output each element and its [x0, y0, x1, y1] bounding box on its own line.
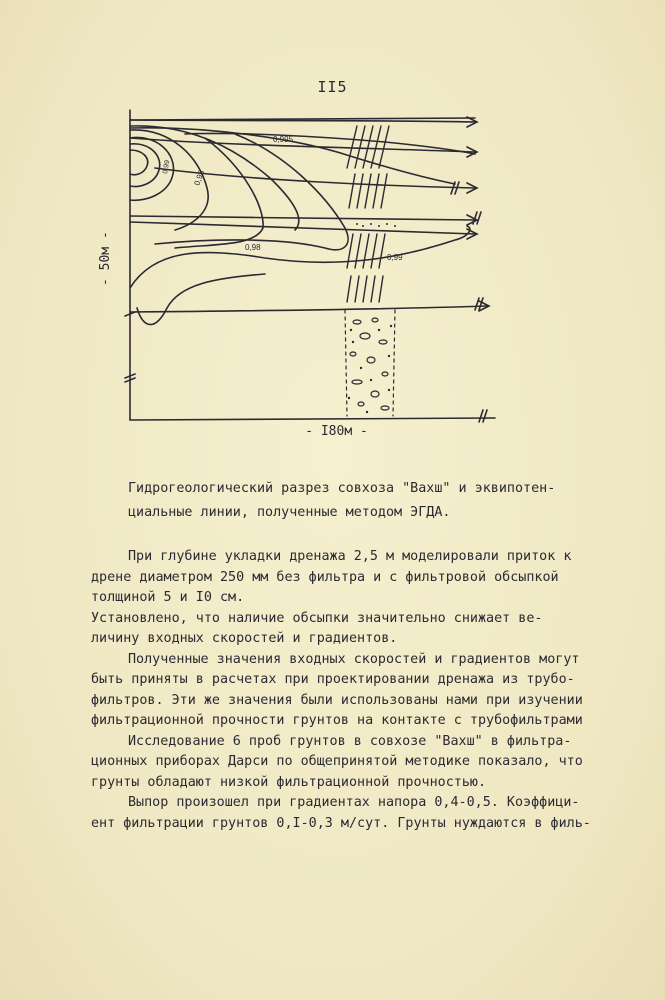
line-break-6 — [479, 298, 483, 310]
text-line: ционных приборах Дарси по общепринятой методике показало, что — [91, 754, 583, 769]
line-break-4 — [477, 212, 481, 224]
text-line: личину входных скоростей и градиентов. — [91, 631, 398, 646]
line-break-7 — [479, 410, 483, 422]
stratum-line-6 — [130, 306, 487, 312]
contour-label-2: 0,98 — [245, 243, 261, 252]
gravel-zone — [345, 310, 395, 416]
hydrogeological-section-figure — [95, 98, 515, 443]
contour-label-5: 0,99 — [162, 159, 172, 175]
line-break-8 — [483, 410, 487, 422]
body-text — [91, 547, 598, 834]
depth-axis-label: - 50м - — [98, 231, 113, 286]
bottom-axis — [130, 418, 495, 420]
text-line: Установлено, что наличие обсыпки значительно снижает ве- — [91, 610, 543, 626]
text-line: дрене диаметром 250 мм без фильтра и с фильтровой обсыпкой — [91, 569, 559, 585]
width-axis-label: - I80м - — [305, 424, 368, 439]
text-line: При глубине укладки дренажа 2,5 м моделировали приток к — [128, 549, 572, 564]
sand-band — [356, 223, 396, 227]
contour-label-3: 0,99 — [387, 253, 403, 262]
text-line: быть приняты в расчетах при проектировании дренажа из трубо- — [91, 672, 575, 687]
gravel-dots — [348, 325, 392, 413]
equipotential-1 — [130, 150, 148, 175]
equipotential-10 — [130, 226, 470, 288]
stratum-line-4 — [130, 216, 475, 220]
line-break-5 — [475, 298, 479, 310]
contour-label-4: 0,98 — [192, 168, 207, 187]
paragraph — [91, 650, 598, 732]
equipotential-11 — [137, 274, 265, 325]
contour-label-1: 0,995 — [273, 135, 294, 144]
figure-caption — [128, 477, 598, 525]
stratum-line-1 — [130, 120, 475, 122]
text-line: толщиной 5 и I0 см. — [91, 590, 245, 605]
caption-line: Гидрогеологический разрез совхоза "Вахш" и эквипотен- — [128, 481, 556, 496]
text-line: Исследование 6 проб грунтов в совхозе "Вахш" в фильтра- — [128, 733, 572, 749]
page-number: II5 — [317, 78, 348, 96]
text-line: фильтров. Эти же значения были использованы нами при изучении — [91, 692, 583, 708]
text-line: ент фильтрации грунтов 0,I-0,3 м/сут. Грунты нуждаются в филь- — [91, 815, 591, 831]
paragraph — [91, 609, 598, 650]
paragraph — [91, 793, 598, 834]
text-line: Полученные значения входных скоростей и градиентов могут — [128, 651, 580, 667]
filter-hatching — [347, 126, 389, 302]
equipotential-8 — [155, 134, 348, 250]
text-line: Выпор произошел при градиентах напора 0,4-0,5. Коэффици- — [128, 795, 580, 810]
caption-line: циальные линии, полученные методом ЭГДА. — [128, 505, 451, 520]
paragraph — [91, 547, 598, 609]
text-line: фильтрационной прочности грунтов на контакте с трубофильтрами — [91, 713, 583, 728]
section-drawing — [95, 98, 515, 443]
paragraph — [91, 732, 598, 794]
text-line: грунты обладают низкой фильтрационной прочностью. — [91, 774, 487, 790]
stratum-line-2 — [130, 138, 475, 152]
